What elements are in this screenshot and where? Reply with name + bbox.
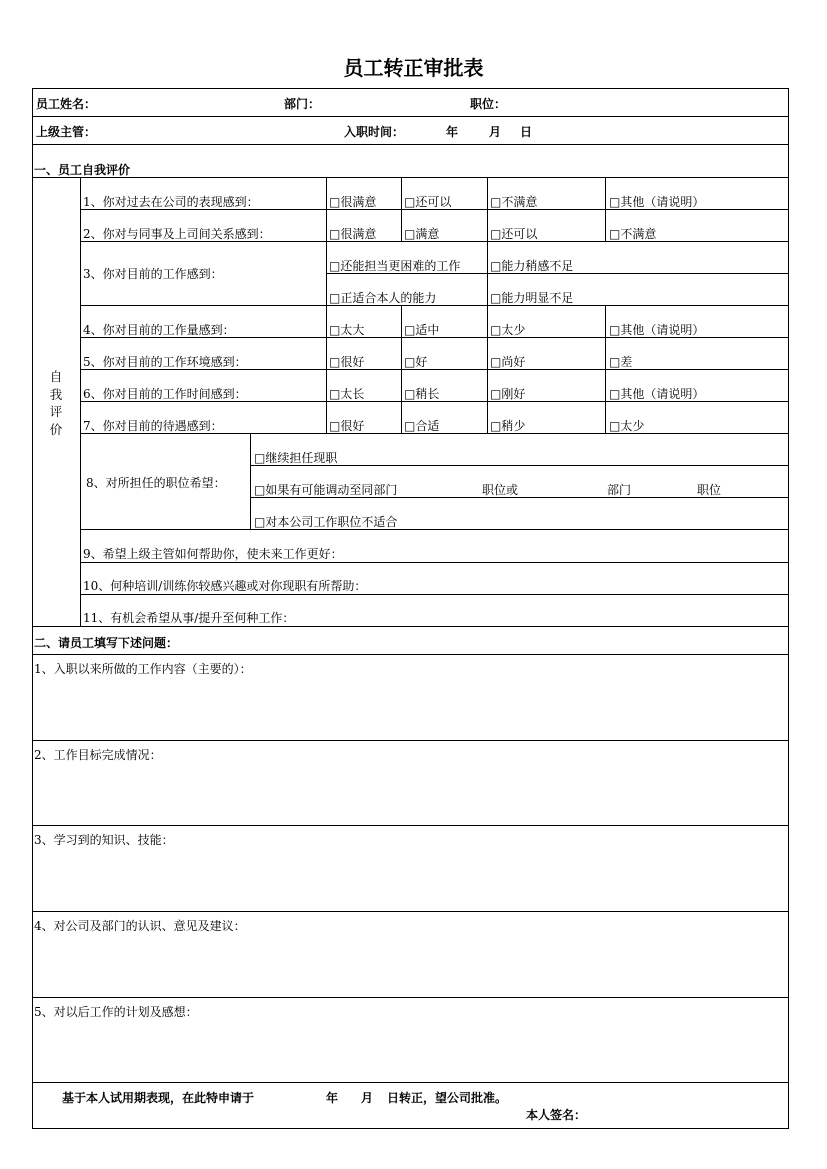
q2-option-2[interactable]: □满意 — [404, 227, 440, 241]
q5-option-4[interactable]: □差 — [609, 355, 633, 369]
page-title: 员工转正审批表 — [343, 56, 484, 80]
q5-option-3[interactable]: □尚好 — [490, 355, 526, 369]
question-10: 10、何种培训/训练你较感兴趣或对你现职有所帮助： — [83, 579, 367, 593]
q1-option-2[interactable]: □还可以 — [404, 195, 452, 209]
q6-option-2[interactable]: □稍长 — [404, 387, 440, 401]
q1-option-4[interactable]: □其他（请说明） — [609, 195, 705, 209]
question-1: 1、你对过去在公司的表现感到： — [83, 195, 259, 209]
q7-option-1[interactable]: □很好 — [329, 419, 365, 433]
answer-2-label: 2、工作目标完成情况： — [34, 748, 162, 762]
question-5: 5、你对目前的工作环境感到： — [83, 355, 247, 369]
question-11: 11、有机会希望从事/提升至何种工作： — [83, 611, 295, 625]
q2-option-4[interactable]: □不满意 — [609, 227, 657, 241]
q3-option-2[interactable]: □能力稍感不足 — [490, 259, 574, 273]
q1-option-1[interactable]: □很满意 — [329, 195, 377, 209]
question-6: 6、你对目前的工作时间感到： — [83, 387, 247, 401]
entry-date-label: 入职时间： — [344, 125, 405, 139]
answer-3-label: 3、学习到的知识、技能： — [34, 833, 174, 847]
q8-option-1[interactable]: □继续担任现职 — [254, 451, 338, 465]
self-evaluation-side-label: 自 我 评 价 — [49, 369, 63, 437]
q8-option-3[interactable]: □对本公司工作职位不适合 — [254, 515, 398, 529]
footer-statement-end: 日转正，望公司批准。 — [387, 1091, 508, 1105]
position-label: 职位： — [470, 97, 507, 111]
q4-option-2[interactable]: □适中 — [404, 323, 440, 337]
q8-option-2-position-2: 职位 — [697, 483, 722, 497]
question-8: 8、对所担任的职位希望： — [86, 476, 226, 490]
q3-option-4[interactable]: □能力明显不足 — [490, 291, 574, 305]
q8-option-2-department: 部门 — [607, 483, 632, 497]
question-7: 7、你对目前的待遇感到： — [83, 419, 223, 433]
question-9: 9、希望上级主管如何帮助你，使未来工作更好： — [83, 547, 343, 561]
q6-option-3[interactable]: □刚好 — [490, 387, 526, 401]
signature-label: 本人签名： — [526, 1108, 587, 1122]
q4-option-3[interactable]: □太少 — [490, 323, 526, 337]
question-2: 2、你对与同事及上司间关系感到： — [83, 227, 271, 241]
q8-option-2-position: 职位或 — [482, 483, 519, 497]
q3-option-1[interactable]: □还能担当更困难的工作 — [329, 259, 461, 273]
section1-title: 一、员工自我评价 — [34, 163, 131, 177]
q7-option-4[interactable]: □太少 — [609, 419, 645, 433]
footer-month: 月 — [361, 1091, 374, 1105]
q2-option-1[interactable]: □很满意 — [329, 227, 377, 241]
footer-statement: 基于本人试用期表现，在此特申请于 — [62, 1091, 255, 1105]
q1-option-3[interactable]: □不满意 — [490, 195, 538, 209]
question-4: 4、你对目前的工作量感到： — [83, 323, 235, 337]
answer-5-label: 5、对以后工作的计划及感想： — [34, 1005, 198, 1019]
q5-option-2[interactable]: □好 — [404, 355, 428, 369]
entry-day: 日 — [520, 125, 533, 139]
q2-option-3[interactable]: □还可以 — [490, 227, 538, 241]
entry-year: 年 — [446, 125, 459, 139]
answer-1-label: 1、入职以来所做的工作内容（主要的）： — [34, 662, 252, 676]
q8-option-2[interactable]: □如果有可能调动至同部门 — [254, 483, 398, 497]
section2-title: 二、请员工填写下述问题： — [34, 636, 179, 650]
q7-option-3[interactable]: □稍少 — [490, 419, 526, 433]
supervisor-label: 上级主管： — [36, 125, 97, 139]
q6-option-4[interactable]: □其他（请说明） — [609, 387, 705, 401]
entry-month: 月 — [489, 125, 502, 139]
q3-option-3[interactable]: □正适合本人的能力 — [329, 291, 437, 305]
q6-option-1[interactable]: □太长 — [329, 387, 365, 401]
q4-option-1[interactable]: □太大 — [329, 323, 365, 337]
department-label: 部门： — [284, 97, 321, 111]
footer-year: 年 — [326, 1091, 339, 1105]
q7-option-2[interactable]: □合适 — [404, 419, 440, 433]
employee-name-label: 员工姓名： — [36, 97, 97, 111]
q5-option-1[interactable]: □很好 — [329, 355, 365, 369]
answer-4-label: 4、对公司及部门的认识、意见及建议： — [34, 919, 246, 933]
question-3: 3、你对目前的工作感到： — [83, 267, 223, 281]
q4-option-4[interactable]: □其他（请说明） — [609, 323, 705, 337]
